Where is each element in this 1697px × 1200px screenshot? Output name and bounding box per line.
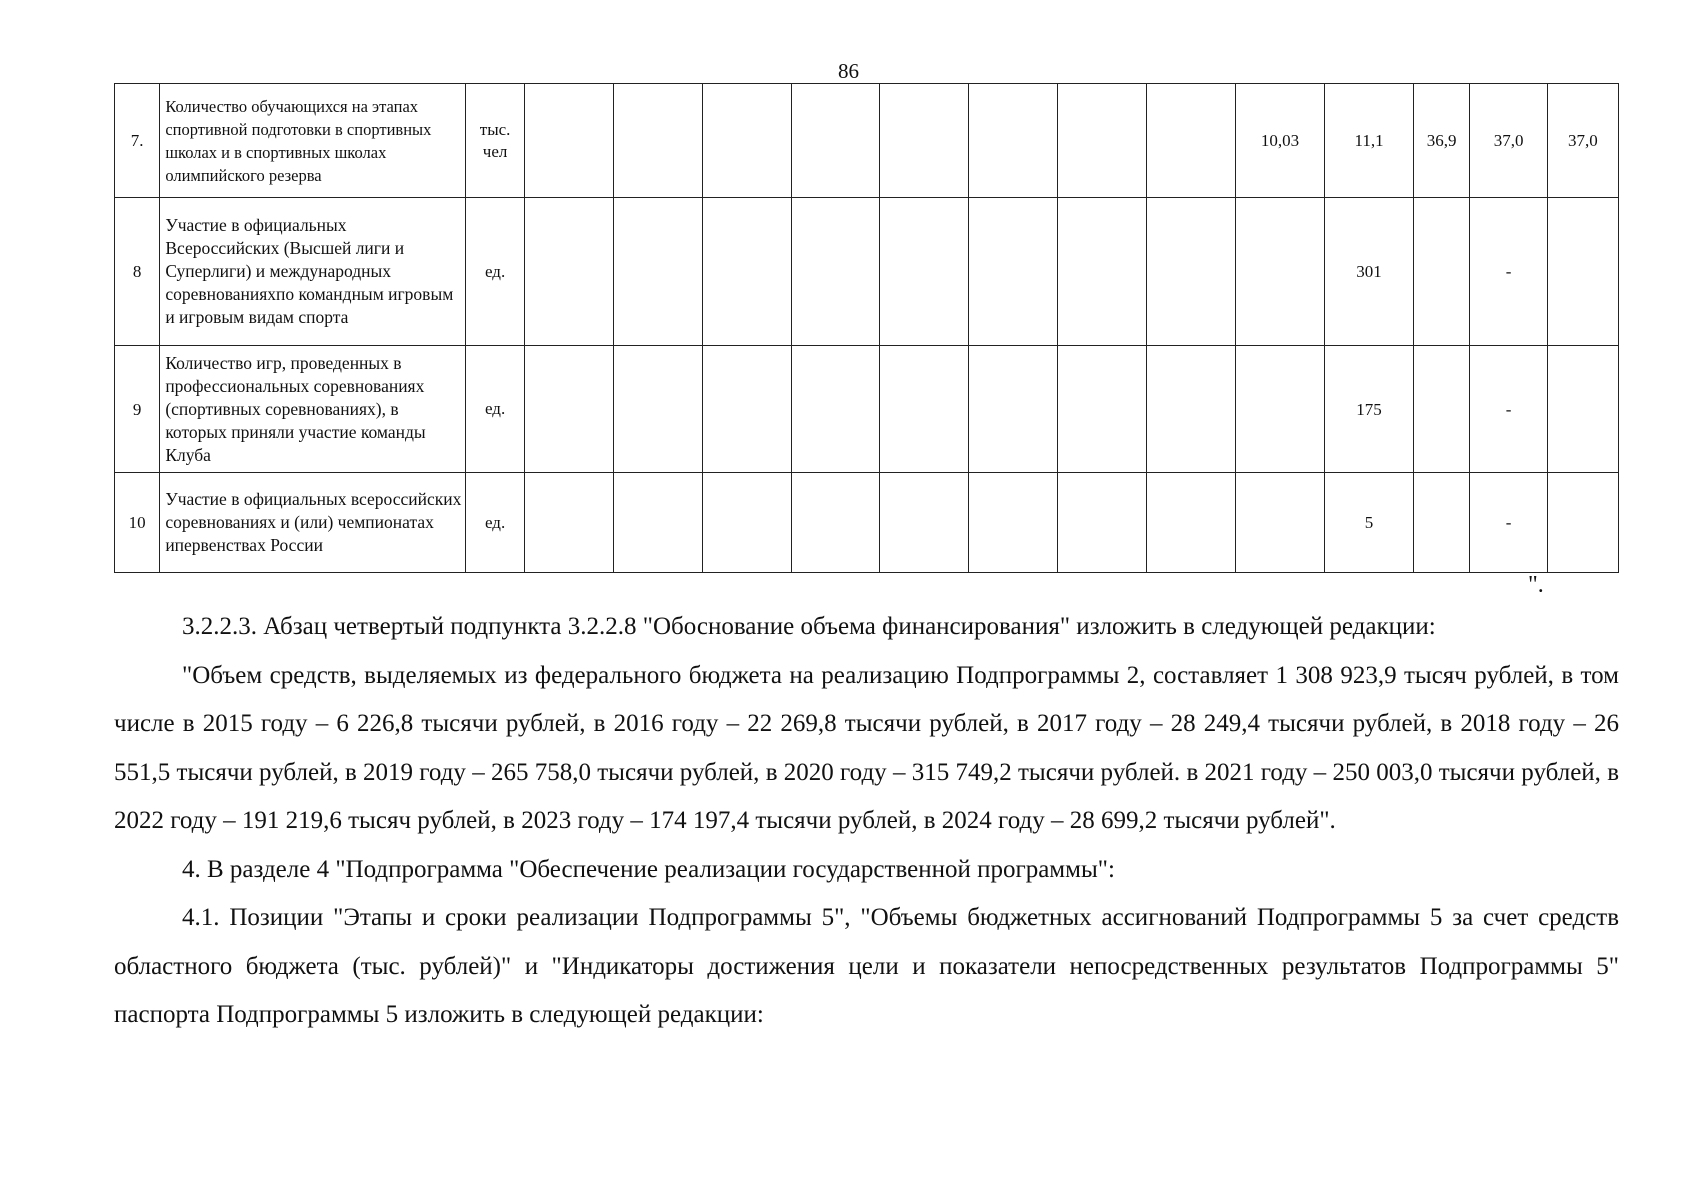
indicator-value-cell: [791, 346, 880, 473]
indicator-value-cell: 37,0: [1470, 84, 1547, 198]
indicator-value-cell: [791, 473, 880, 573]
indicator-value-cell: [968, 84, 1058, 198]
paragraph-section-4: 4. В разделе 4 "Подпрограмма "Обеспечение реализации государственной программы":: [182, 855, 1115, 883]
indicator-value-cell: [880, 346, 969, 473]
row-number: 9: [115, 346, 160, 473]
indicator-value-cell: [1235, 473, 1325, 573]
indicator-value-cell: [791, 198, 880, 346]
indicator-name: Участие в официальных всероссийских соревнованиях и (или) чемпионатах ипервенствах России: [160, 473, 466, 573]
indicator-value-cell: [1547, 198, 1618, 346]
indicator-value-cell: [968, 346, 1058, 473]
indicator-value-cell: [1147, 346, 1236, 473]
indicator-value-cell: [968, 198, 1058, 346]
indicator-value-cell: [1058, 346, 1147, 473]
indicator-value-cell: [524, 198, 613, 346]
indicator-value-cell: [1235, 198, 1325, 346]
indicator-value-cell: [1147, 198, 1236, 346]
indicator-value-cell: [880, 198, 969, 346]
paragraph-funding-quote: "Объем средств, выделяемых из федерального бюджета на реализацию Подпрограммы 2, составляет 1 308 923,9 тысяч рублей, в том числе в 2015 году – 6 226,8 тысячи рублей, в 2016 году – 22 269,8 тысячи рублей, в 2017 году – 28 249,4 тысячи рублей, в 2018 году – 26 551,5 тысячи рублей, в 2019 году – 265 758,0 тысячи рублей, в 2020 году – 315 749,2 тысячи рублей. в 2021 году – 250 003,0 тысячи рублей, в 2022 году – 191 219,6 тысяч рублей, в 2023 году – 174 197,4 тысячи рублей, в 2024 году – 28 699,2 тысячи рублей".: [114, 661, 1619, 834]
indicator-value-cell: 301: [1325, 198, 1414, 346]
indicator-name: Участие в официальных Всероссийских (Высшей лиги и Суперлиги) и международных соревнованияхпо командным игровым и игровым видам спорта: [160, 198, 466, 346]
table-closing-quote: ".: [1528, 572, 1544, 598]
indicator-value-cell: [1058, 198, 1147, 346]
indicator-value-cell: -: [1470, 346, 1547, 473]
indicator-value-cell: 5: [1325, 473, 1414, 573]
table-row: [115, 84, 1619, 198]
indicator-value-cell: [1547, 473, 1618, 573]
indicator-value-cell: [524, 346, 613, 473]
indicator-value-cell: [880, 473, 969, 573]
table-row: [115, 473, 1619, 573]
indicator-name: Количество игр, проведенных в профессиональных соревнованиях (спортивных соревнованиях), в которых приняли участие команды Клуба: [160, 346, 466, 473]
indicator-value-cell: [613, 473, 703, 573]
indicator-value-cell: -: [1470, 198, 1547, 346]
indicator-unit: ед.: [466, 473, 525, 573]
row-number: 10: [115, 473, 160, 573]
indicator-value-cell: [613, 198, 703, 346]
indicator-value-cell: [968, 473, 1058, 573]
indicator-value-cell: [1413, 473, 1470, 573]
indicator-value-cell: [1058, 473, 1147, 573]
indicator-value-cell: [1413, 346, 1470, 473]
page-number: 86: [838, 59, 859, 83]
table-row: [115, 346, 1619, 473]
indicator-value-cell: [703, 473, 792, 573]
indicator-value-cell: 37,0: [1547, 84, 1618, 198]
indicator-value-cell: [613, 346, 703, 473]
row-number: 7.: [115, 84, 160, 198]
indicator-value-cell: -: [1470, 473, 1547, 573]
paragraph-3-2-2-3: 3.2.2.3. Абзац четвертый подпункта 3.2.2.8 "Обоснование объема финансирования" изложить в следующей редакции:: [182, 613, 1436, 640]
table-row: [115, 198, 1619, 346]
body-text: [114, 603, 1619, 1040]
indicator-value-cell: 36,9: [1413, 84, 1470, 198]
indicator-name: Количество обучающихся на этапах спортивной подготовки в спортивных школах и в спортивных школах олимпийского резерва: [160, 84, 466, 198]
indicator-value-cell: [524, 473, 613, 573]
indicator-unit: тыс. чел: [466, 84, 525, 198]
indicator-value-cell: [703, 84, 792, 198]
indicator-value-cell: [703, 346, 792, 473]
row-number: 8: [115, 198, 160, 346]
indicator-value-cell: [1147, 84, 1236, 198]
table-body: [115, 84, 1619, 573]
indicator-value-cell: [791, 84, 880, 198]
indicator-value-cell: 11,1: [1325, 84, 1414, 198]
indicator-value-cell: [1413, 198, 1470, 346]
indicator-value-cell: [613, 84, 703, 198]
indicator-value-cell: [703, 198, 792, 346]
indicator-unit: ед.: [466, 198, 525, 346]
indicator-value-cell: [880, 84, 969, 198]
indicator-value-cell: [1147, 473, 1236, 573]
indicator-value-cell: [524, 84, 613, 198]
indicator-unit: ед.: [466, 346, 525, 473]
indicators-table: [114, 83, 1619, 573]
indicator-value-cell: [1235, 346, 1325, 473]
indicator-value-cell: 175: [1325, 346, 1414, 473]
indicator-value-cell: [1058, 84, 1147, 198]
indicator-value-cell: [1547, 346, 1618, 473]
paragraph-4-1: 4.1. Позиции "Этапы и сроки реализации Подпрограммы 5", "Объемы бюджетных ассигнований Подпрограммы 5 за счет средств областного бюджета (тыс. рублей)" и "Индикаторы достижения цели и показатели непосредственных результатов Подпрограммы 5" паспорта Подпрограммы 5 изложить в следующей редакции:: [114, 904, 1619, 1028]
indicator-value-cell: 10,03: [1235, 84, 1325, 198]
